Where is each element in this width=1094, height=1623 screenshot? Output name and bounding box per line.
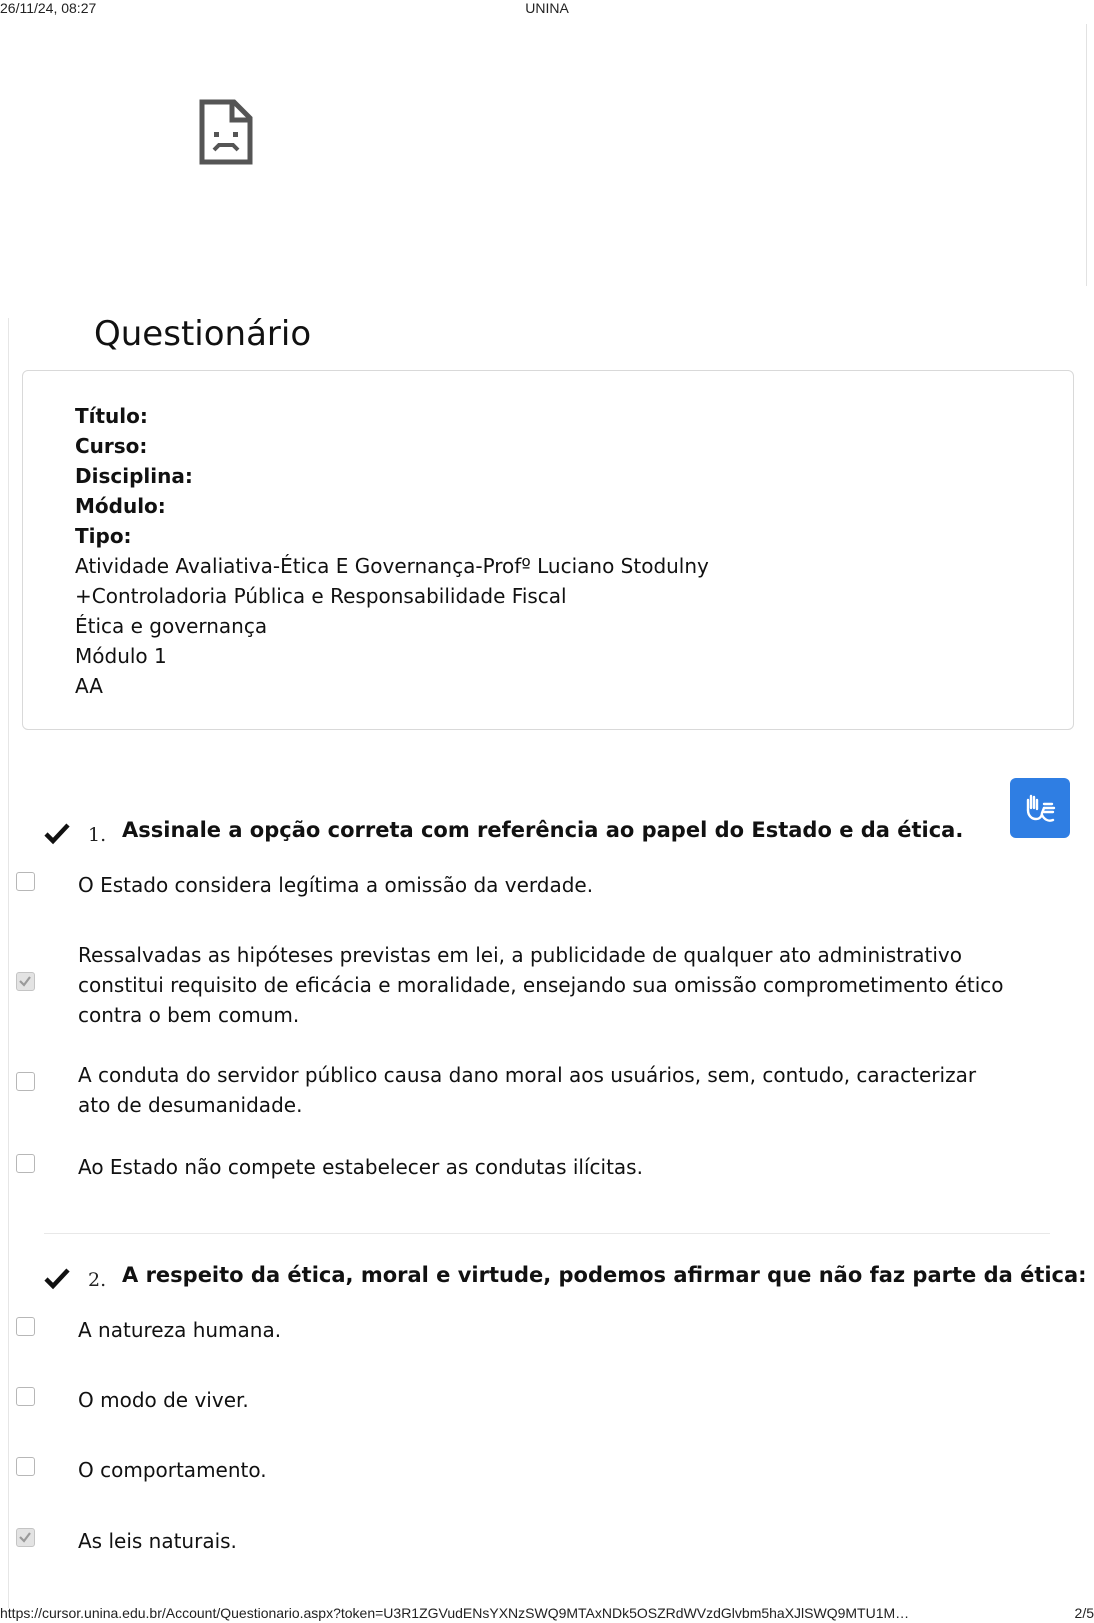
question-number: 1. [88, 824, 107, 846]
questionnaire-info-card [22, 370, 1074, 730]
print-title: UNINA [525, 0, 569, 16]
option-checkbox-checked[interactable] [16, 972, 35, 991]
question-number: 2. [88, 1269, 107, 1291]
option-checkbox[interactable] [16, 1387, 35, 1406]
option-checkbox[interactable] [16, 872, 35, 891]
info-value-module: Módulo 1 [75, 644, 167, 668]
option-checkbox[interactable] [16, 1317, 35, 1336]
info-value-title: Atividade Avaliativa-Ética E Governança-Profº Luciano Stodulny [75, 554, 709, 578]
option-text: Ressalvadas as hipóteses previstas em lei, a publicidade de qualquer ato administrativo constitui requisito de eficácia e moralidade, ensejando sua omissão comprometimento ético contra o bem comum. [78, 943, 1004, 1027]
print-url: https://cursor.unina.edu.br/Account/Questionario.aspx?token=U3R1ZGVudENsYXNzSWQ9MTAxNDk5OSZRdWVzdGlvbm5haXJlSWQ9MTU1M… [0, 1605, 910, 1621]
info-label-discipline: Disciplina: [75, 464, 193, 488]
option-text: O Estado considera legítima a omissão da verdade. [78, 873, 594, 897]
question-header [44, 818, 1054, 852]
info-label-module: Módulo: [75, 494, 166, 518]
info-label-course: Curso: [75, 434, 148, 458]
option-text: As leis naturais. [78, 1529, 237, 1553]
print-date: 26/11/24, 08:27 [0, 0, 97, 16]
info-value-course: +Controladoria Pública e Responsabilidade Fiscal [75, 584, 567, 608]
question-header [44, 1263, 1087, 1297]
question-text: Assinale a opção correta com referência ao papel do Estado e da ética. [122, 818, 964, 842]
option-checkbox[interactable] [16, 1072, 35, 1091]
broken-image-icon [198, 98, 254, 166]
info-value-type: AA [75, 674, 103, 698]
checkbox-check-icon [18, 1530, 32, 1544]
info-label-type: Tipo: [75, 524, 132, 548]
option-text: Ao Estado não compete estabelecer as condutas ilícitas. [78, 1155, 643, 1179]
option-checkbox[interactable] [16, 1457, 35, 1476]
print-header [0, 0, 1094, 16]
checkbox-check-icon [18, 974, 32, 988]
option-text: A natureza humana. [78, 1318, 282, 1342]
question-1 [44, 818, 1054, 852]
checkmark-icon [44, 820, 70, 846]
option-text: A conduta do servidor público causa dano moral aos usuários, sem, contudo, caracterizar ato de desumanidade. [78, 1063, 977, 1117]
content-edge [8, 318, 9, 1608]
print-footer [0, 1605, 1094, 1623]
page-title: Questionário [94, 314, 312, 354]
print-page-number: 2/5 [1074, 1605, 1094, 1621]
option-checkbox-checked[interactable] [16, 1528, 35, 1547]
option-checkbox[interactable] [16, 1154, 35, 1173]
question-text: A respeito da ética, moral e virtude, podemos afirmar que não faz parte da ética: [122, 1263, 1087, 1287]
option-text: O comportamento. [78, 1458, 267, 1482]
option-text: O modo de viver. [78, 1388, 249, 1412]
info-value-discipline: Ética e governança [75, 614, 268, 638]
info-label-title: Título: [75, 404, 148, 428]
frame-edge [1086, 24, 1087, 286]
question-divider [44, 1233, 1050, 1234]
checkmark-icon [44, 1265, 70, 1291]
question-2 [44, 1263, 1087, 1297]
